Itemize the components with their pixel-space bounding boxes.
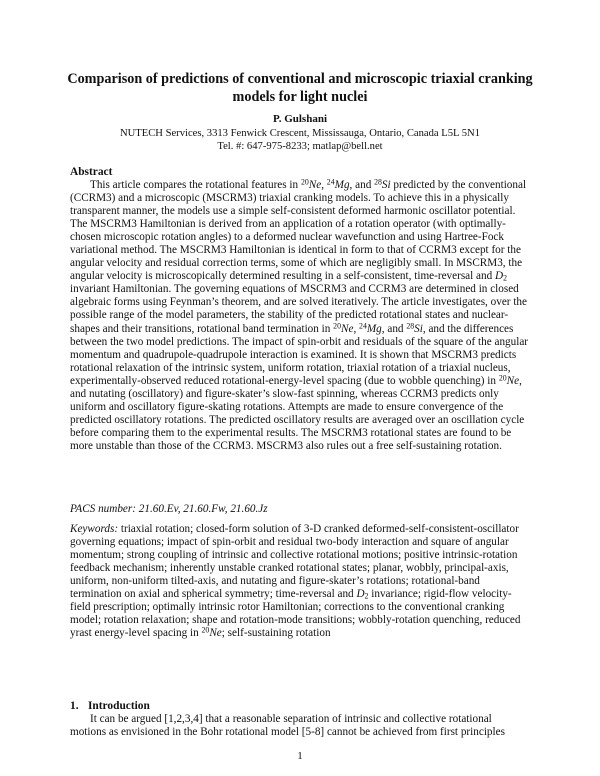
isotope-mass-number: 20 [300, 177, 309, 187]
isotope-mass-number: 28 [374, 177, 382, 187]
keywords-text: triaxial rotation; closed-form solution of 3-D cranked deformed-self-consistent-oscillator governing equations; impact of spin-orbit and residual two-body interaction and square of angular momentum; strong coupling of intrinsic and collective rotational motions; positive intrinsic-rotation feedback mechanism; inherently unstable cranked rotational states; planar, wobbly, principal-axis, uniform, non-uniform tilted-axis, and nutating and figure-skater’s rotations; rotational-band termination on axial and spherical symmetry; time-reversal and [70, 523, 519, 601]
section-title: Introduction [88, 700, 150, 712]
abstract-text: predicted by the conventional (CCRM3) and a microscopic (MSCRM3) triaxial cranking models. To achieve this in a physically transparent manner, the models use a simple self-consistent deformed harmonic oscillator potential. The MSCRM3 Hamiltonian is derived from an application of a rotation operator (with optimally-chosen microscopic rotation angles) to a deformed nuclear wavefunction and using Hartree-Fock variational method. The MSCRM3 Hamiltonian is identical in form to that of CCRM3 except for the angular velocity and residual correction terms, some of which are negligibly small. In MSCRM3, the angular velocity is microscopically determined resulting in a self-consistent, time-reversal and [70, 179, 527, 283]
keywords-paragraph [70, 523, 530, 640]
author-affiliation: NUTECH Services, 3313 Fenwick Crescent, Mississauga, Ontario, Canada L5L 5N1 [119, 128, 481, 139]
author-name: P. Gulshani [272, 113, 327, 125]
abstract-text: , and the differences between the two model predictions. The impact of spin-orbit and residuals of the square of the angular momentum and quadrupole-quadrupole interaction is examined. It is shown that MSCRM3 predicts rotational relaxation of the intrinsic system, uniform rotation, triaxial rotation of a triaxial nucleus, experimentally-observed reduced rotational-energy-level spacing (due to wobble quenching) in [70, 322, 529, 387]
isotope-mass-number: 20 [498, 373, 507, 383]
symmetry-group-symbol: D [495, 270, 504, 283]
abstract-separator: , [353, 322, 360, 335]
isotope-mass-number: 28 [406, 321, 415, 330]
page-number: 1 [297, 750, 303, 762]
isotope-mass-number: 20 [333, 321, 341, 330]
section-number: 1. [70, 700, 79, 712]
isotope-symbol: Ne [209, 627, 222, 640]
keywords-text: ; self-sustaining rotation [221, 627, 331, 640]
isotope-mass-number: 20 [201, 625, 210, 635]
keywords-text: invariance; rigid-flow velocity-field prescription; optimally intrinsic rotor Hamiltonian; corrections to the conventional cranking model; rotation relaxation; shape and rotation-mode transitions; wobbly-rotation quenching, reduced yrast energy-level spacing in [70, 588, 521, 640]
symmetry-group-subscript: 2 [364, 591, 369, 601]
isotope-symbol: Ne [506, 374, 520, 387]
pacs-numbers: PACS number: 21.60.Ev, 21.60.Fw, 21.60.Jz [70, 503, 268, 515]
paper-title: Comparison of predictions of conventional and microscopic triaxial cranking models for light nuclei [67, 71, 533, 105]
isotope-mass-number: 24 [326, 177, 335, 187]
isotope-symbol: Si [381, 179, 391, 191]
symmetry-group-subscript: 2 [503, 273, 508, 283]
author-contact: Tel. #: 647-975-8233; matlap@bell.net [217, 141, 383, 152]
abstract-separator: , and [381, 322, 407, 335]
abstract-body [70, 179, 530, 453]
isotope-symbol: Mg [366, 322, 382, 335]
abstract-text: , and nutating (oscillatory) and figure-skater’s slow-fast spinning, whereas CCRM3 predicts only uniform and oscillatory figure-skating rotations. Attempts are made to ensure convergence of the predicted oscillatory rotations. The predicted oscillatory results are averaged over an oscillation cycle before comparing them to the experimental results. The MSCRM3 rotational states are found to be more unstable than those of the CCRM3. MSCRM3 also rules out a free self-sustaining rotation. [70, 374, 525, 452]
isotope-symbol: Ne [341, 322, 354, 335]
abstract-separator: , and [349, 179, 375, 191]
abstract-text: invariant Hamiltonian. The governing equations of MSCRM3 and CCRM3 are determined in closed algebraic forms using Feynman’s theorem, and are solved iteratively. The article investigates, over the possible range of the model parameters, the stability of the predicted rotational states and nuclear-shapes and their transitions, rotational band termination in [70, 283, 527, 335]
isotope-mass-number: 24 [359, 321, 367, 330]
isotope-symbol: Si [414, 322, 423, 335]
abstract-separator: , [321, 179, 327, 191]
abstract-heading: Abstract [70, 166, 113, 178]
keywords-label: Keywords: [70, 523, 119, 535]
isotope-symbol: Mg [334, 179, 350, 191]
section-heading [70, 699, 150, 713]
isotope-symbol: Ne [308, 179, 322, 191]
abstract-text: This article compares the rotational features in [90, 179, 301, 191]
introduction-paragraph: It can be argued [1,2,3,4] that a reasonable separation of intrinsic and collective rotational motions as envisioned in the Bohr rotational model [5-8] cannot be achieved from first principles [70, 713, 505, 739]
symmetry-group-symbol: D [356, 588, 365, 601]
